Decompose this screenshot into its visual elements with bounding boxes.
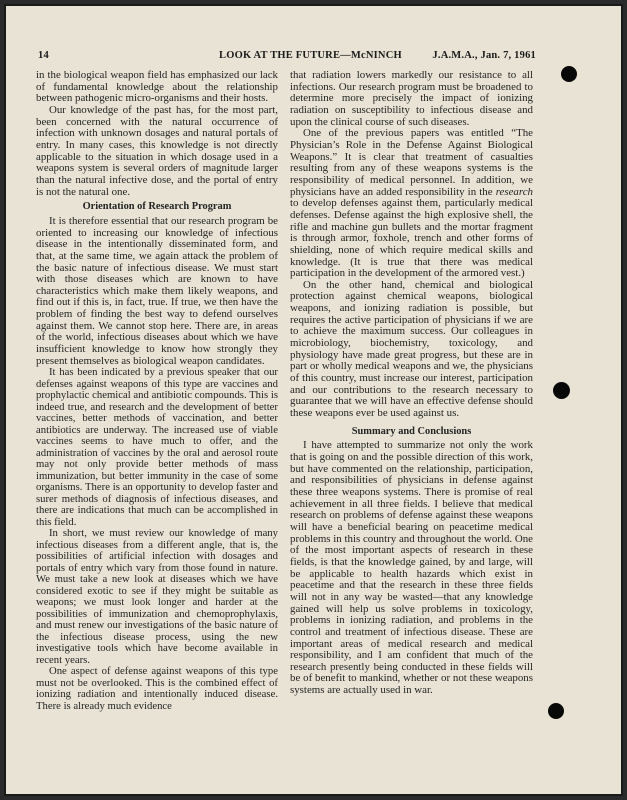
- paragraph: [290, 128, 533, 280]
- binder-hole-top: [561, 66, 577, 82]
- paragraph: that radiation lowers markedly our resistance to all infections. Our research program must be broadened to determine more precisely the impact of ionizing radiation on susceptibility to infectious disease and upon the clinical course of such diseases.: [290, 69, 533, 128]
- running-title: LOOK AT THE FUTURE—McNINCH: [219, 50, 402, 61]
- page-number: 14: [38, 50, 49, 61]
- journal-citation: J.A.M.A., Jan. 7, 1961: [432, 50, 536, 61]
- paragraph: I have attempted to summarize not only the work that is going on and the possible direction of this work, but have commented on the relationship, participation, and responsibilities of physicians in defense against these three weapons systems. There is promise of real achievement in all three fields. I believe that medical research on problems of defense against these weapons will have a beneficial bearing on peacetime medical problems in this country and throughout the world. One of the most important aspects of research in these fields, is that the knowledge gained, by and large, will be applicable to health hazards which exist in peacetime and that the research in these three fields will not in any way be wasted—that any knowledge gained will help us solve problems in toxicology, problems in ionizing radiation, and problems in the control and treatment of infectious disease. These are important areas of medical research and medical responsibility, and I am confident that much of the research presently being conducted in these fields will be of benefit to mankind, whether or not these weapons systems are actually used in war.: [290, 439, 533, 697]
- paragraph: In short, we must review our knowledge of many infectious diseases from a different angle, that is, the possibilities of artificial infection with dosages and portals of entry which vary from those found in nature. We must take a new look at diseases which we have considered exotic to see if they might be suitable as weapons; we must look longer and harder at the possibilities of immunization and chemoprophylaxis, and must renew our investigations of the basic nature of the infectious disease process, using the new investigative tools which have become available in recent years.: [36, 527, 278, 666]
- running-header: [38, 50, 536, 64]
- section-heading: Orientation of Research Program: [82, 201, 232, 213]
- paragraph-text: to develop defenses against them, particularly medical defenses. Defense against the high explosive shell, the rifle and machine gun bullets and the mortar fragment is through armor, foxhole, trench and other forms of shielding, none of which require medical skills and knowledge. (It is true that there was medical participation in the development of the armored vest.): [290, 197, 533, 280]
- paragraph: It has been indicated by a previous speaker that our defenses against weapons of this type are vaccines and prophylactic chemical and antibiotic compounds. This is indeed true, and research and the development of better vaccines, better methods of vaccination, and better antibiotics are underway. The increased use of viable vaccines seems to have much to offer, and the administration of vaccines by the oral and aerosol route may not only provide better methods of mass immunization, but better immunity in the case of some organisms. There is an opportunity to develop faster and surer methods of diagnosis of infectious diseases, and there are indications that much can be accomplished in this field.: [36, 366, 278, 528]
- document-page: [4, 4, 623, 796]
- paragraph: It is therefore essential that our research program be oriented to increasing our knowledge of infectious disease in the intentionally disseminated form, and that, at the same time, we again attack the problem of the basic nature of infectious disease. We must start with those diseases which are known to have characteristics which make them likely weapons, and find out if this is, in fact, true. If true, we then have the problem of finding the best way to defend ourselves against them. We cannot stop here. There are, in areas of the world, infectious diseases about which we have insufficient knowledge to know how strongly they present themselves as biological weapon candidates.: [36, 214, 278, 367]
- left-column-lower: [36, 367, 278, 712]
- paragraph: in the biological weapon field has emphasized our lack of fundamental knowledge about the relationship between pathogenic micro-organisms and their hosts.: [36, 69, 278, 105]
- binder-hole-middle: [553, 382, 570, 399]
- binder-hole-bottom: [548, 703, 564, 719]
- paragraph: On the other hand, chemical and biological protection against chemical weapons, biological weapons, and ionizing radiation is possible, but requires the active participation of physicians if we are to achieve the maximum success. Our colleagues in microbiology, biochemistry, toxicology, and physiology have made great progress, but these are in part or wholly medical weapons and we, the physicians of this country, must increase our interest, participation and our contributions to the research necessary to guarantee that we will have an effective defense should these weapons ever be used against us.: [290, 278, 533, 420]
- emphasized-word: research: [495, 185, 533, 198]
- left-column: [36, 70, 278, 712]
- paragraph: One aspect of defense against weapons of this type must not be overlooked. This is the combined effect of ionizing radiation and intentionally induced disease. There is already much evidence: [36, 665, 278, 712]
- section-heading: Summary and Conclusions: [351, 425, 472, 437]
- right-column: [290, 70, 533, 697]
- paragraph-text: One of the previous papers was entitled “The Physician’s Role in the Defense Against Biological Weapons.” It is clear that treatment of casualties resulting from any of these weapons systems is the responsibility of medical personnel. In addition, we physicians have an added responsibility in the: [290, 127, 533, 198]
- paragraph: Our knowledge of the past has, for the most part, been concerned with the natural occurrence of infection with unknown dosages and natural portals of entry. In many cases, this knowledge is not directly applicable to the situation in which dosage used in a weapons system is several orders of magnitude larger than the natural infective dose, and the portal of entry is not the natural one.: [36, 103, 278, 198]
